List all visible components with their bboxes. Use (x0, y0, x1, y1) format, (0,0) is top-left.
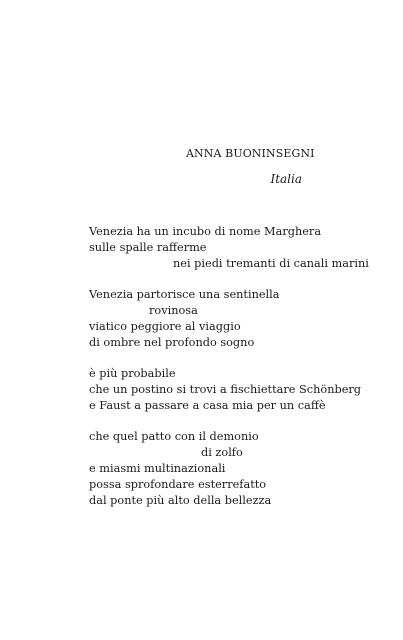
poem-line: sulle spalle rafferme (89, 240, 207, 254)
poem-line: possa sprofondare esterrefatto (89, 477, 267, 491)
poem-line: che un postino si trovi a fischiettare Schönberg (89, 382, 362, 396)
poem-line: di zolfo (201, 446, 243, 460)
poem-line: e miasmi multinazionali (89, 461, 226, 475)
poem-stanza (89, 366, 369, 413)
poem-line: Venezia partorisce una sentinella (89, 288, 280, 302)
poem-line: e Faust a passare a casa mia per un caffè (89, 398, 326, 412)
poem-line: rovinosa (149, 303, 198, 317)
poem-stanza (89, 287, 369, 350)
poem-body (89, 224, 369, 524)
poem-stanza (89, 429, 369, 508)
author-name: ANNA BUONINSEGNI (186, 147, 315, 160)
poem-line: dal ponte più alto della bellezza (89, 493, 272, 507)
poem-stanza (89, 224, 369, 271)
poem-line: che quel patto con il demonio (89, 430, 259, 444)
poem-line: viatico peggiore al viaggio (89, 319, 241, 333)
poem-line: nei piedi tremanti di canali marini (173, 256, 369, 270)
poem-line: di ombre nel profondo sogno (89, 335, 255, 349)
poem-title: Italia (270, 172, 302, 186)
poem-line: Venezia ha un incubo di nome Marghera (89, 225, 322, 238)
poem-line: è più probabile (89, 367, 176, 381)
